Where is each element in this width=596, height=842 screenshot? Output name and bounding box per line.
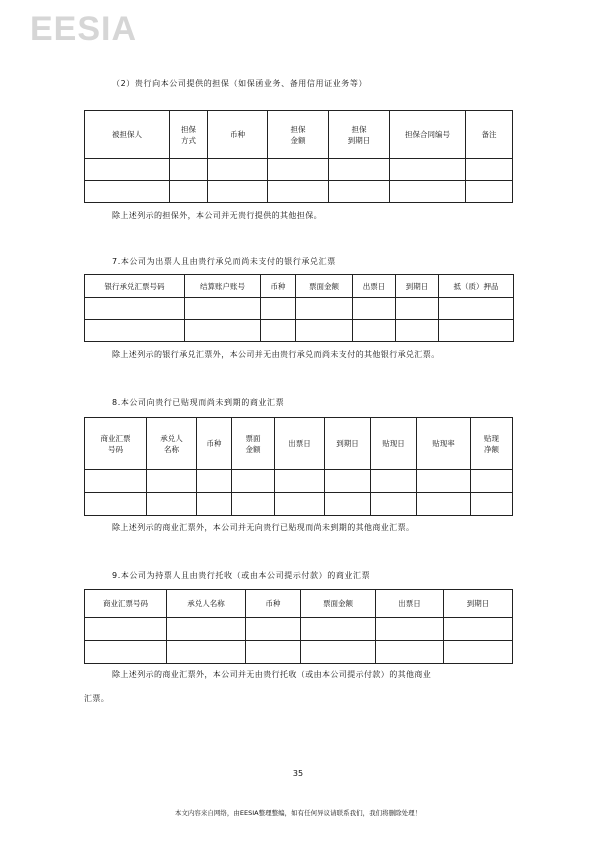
section-guarantee-heading: （2）贵行向本公司提供的担保（如保函业务、备用信用证业务等） <box>112 79 368 88</box>
table-row <box>85 618 513 641</box>
header-cell: 票面 金额 <box>232 418 275 470</box>
header-cell: 到期日 <box>444 590 513 618</box>
header-cell: 出票日 <box>376 590 444 618</box>
header-cell: 银行承兑汇票号码 <box>85 275 185 298</box>
table-header-row <box>85 590 513 618</box>
header-cell: 出票日 <box>275 418 325 470</box>
header-cell: 商业汇票 号码 <box>85 418 147 470</box>
collection-bill-table <box>84 589 513 664</box>
section-collection-heading: 9.本公司为持票人且由贵行托收（或由本公司提示付款）的商业汇票 <box>112 571 371 580</box>
header-cell: 到期日 <box>325 418 371 470</box>
header-cell: 备注 <box>466 111 513 159</box>
header-cell: 币种 <box>246 590 301 618</box>
header-cell: 币种 <box>197 418 232 470</box>
collection-note-line1: 除上述列示的商业汇票外，本公司并无由贵行托收（或由本公司提示付款）的其他商业 <box>112 670 432 679</box>
header-cell: 担保 金额 <box>268 111 329 159</box>
header-cell: 币种 <box>261 275 296 298</box>
acceptance-bill-table <box>84 274 514 342</box>
header-cell: 票面金额 <box>296 275 353 298</box>
table-row <box>85 470 513 493</box>
header-cell: 商业汇票号码 <box>85 590 167 618</box>
header-cell: 被担保人 <box>85 111 170 159</box>
header-cell: 贴现日 <box>371 418 417 470</box>
table-row <box>85 298 514 320</box>
table-header-row <box>85 275 514 298</box>
table-row <box>85 493 513 516</box>
header-cell: 币种 <box>208 111 268 159</box>
discount-note: 除上述列示的商业汇票外，本公司并无向贵行已贴现而尚未到期的其他商业汇票。 <box>112 523 415 532</box>
header-cell: 承兑人 名称 <box>147 418 197 470</box>
header-cell: 结算账户账号 <box>185 275 261 298</box>
eesia-logo: EESIA <box>30 10 138 48</box>
section-acceptance-heading: 7.本公司为出票人且由贵行承兑而尚未支付的银行承兑汇票 <box>112 257 336 266</box>
page-number: 35 <box>292 769 304 778</box>
footer-disclaimer: 本文内容来自网络，由EESIA整理整编，如有任何异议请联系我们，我们将删除处理！ <box>174 809 422 817</box>
header-cell: 出票日 <box>353 275 396 298</box>
header-cell: 承兑人名称 <box>167 590 246 618</box>
collection-note-line2: 汇票。 <box>84 694 110 703</box>
header-cell: 到期日 <box>396 275 439 298</box>
guarantee-note: 除上述列示的担保外，本公司并无贵行提供的其他担保。 <box>112 211 322 220</box>
header-cell: 票面金额 <box>301 590 376 618</box>
table-row <box>85 181 513 203</box>
discounted-bill-table <box>84 417 513 516</box>
header-cell: 抵（质）押品 <box>439 275 514 298</box>
header-cell: 担保 方式 <box>170 111 208 159</box>
table-header-row <box>85 111 513 159</box>
table-row <box>85 320 514 342</box>
header-cell: 贴现 净额 <box>471 418 513 470</box>
table-row <box>85 159 513 181</box>
guarantee-table <box>84 110 513 203</box>
header-cell: 担保合同编号 <box>390 111 466 159</box>
header-cell: 担保 到期日 <box>329 111 390 159</box>
acceptance-note: 除上述列示的银行承兑汇票外，本公司并无由贵行承兑而尚未支付的其他银行承兑汇票。 <box>112 350 440 359</box>
header-cell: 贴现率 <box>417 418 471 470</box>
table-header-row <box>85 418 513 470</box>
table-row <box>85 641 513 664</box>
section-discount-heading: 8.本公司向贵行已贴现而尚未到期的商业汇票 <box>112 398 285 407</box>
